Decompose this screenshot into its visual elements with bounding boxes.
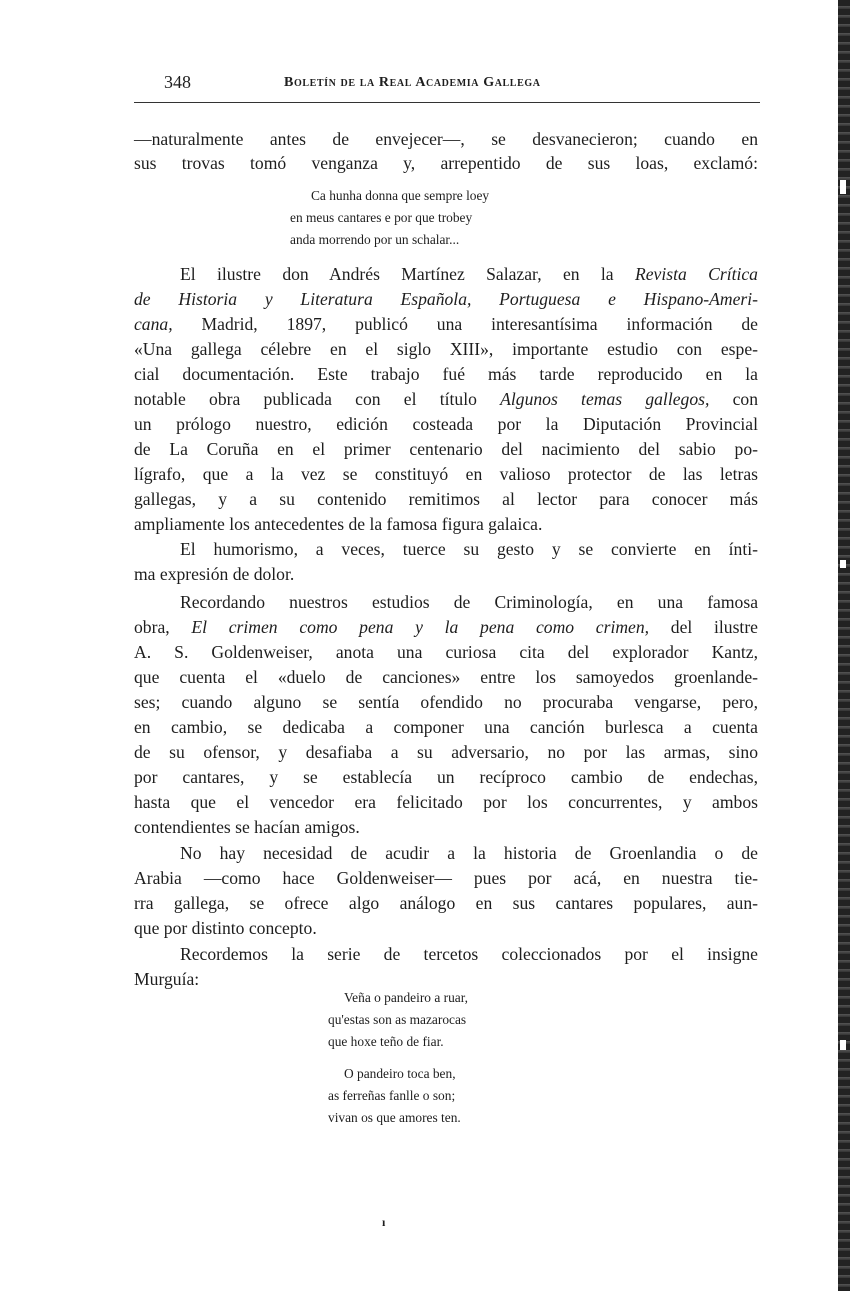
text-line: Recordando nuestros estudios de Criminología, en una famosa bbox=[180, 592, 758, 612]
verse-line: que hoxe teño de fiar. bbox=[328, 1034, 444, 1049]
text-line: contendientes se hacían amigos. bbox=[134, 817, 360, 837]
text-run-italic: Revista Crítica bbox=[634, 264, 758, 284]
text-line: Arabia —como hace Goldenweiser— pues por acá, en nuestra tie- bbox=[134, 868, 758, 888]
text-run: Madrid, 1897, publicó una interesantísima información de bbox=[172, 314, 758, 334]
verse-line: O pandeiro toca ben, bbox=[344, 1066, 456, 1081]
text-run: notable obra publicada con el título bbox=[134, 389, 501, 409]
text-line bbox=[134, 312, 758, 336]
page-number: 348 bbox=[164, 72, 191, 92]
text-line: ma expresión de dolor. bbox=[134, 564, 295, 584]
page-header bbox=[134, 72, 760, 103]
text-line: hasta que el vencedor era felicitado por los concurrentes, y ambos bbox=[134, 792, 758, 812]
text-run-italic: Algunos temas gallegos, bbox=[500, 389, 710, 409]
verse-line: Veña o pandeiro a ruar, bbox=[344, 990, 469, 1005]
text-run-italic: cana, bbox=[134, 314, 173, 334]
scan-edge-gap bbox=[840, 180, 846, 194]
text-line: A. S. Goldenweiser, anota una curiosa cita del explorador Kantz, bbox=[134, 642, 758, 662]
scan-edge-gap bbox=[840, 560, 846, 568]
text-run: obra, bbox=[134, 617, 192, 637]
text-line: —naturalmente antes de envejecer—, se desvanecieron; cuando en bbox=[134, 129, 758, 149]
text-run-italic: El crimen como pena y la pena como crimen, bbox=[191, 617, 650, 637]
text-line: que por distinto concepto. bbox=[134, 918, 317, 938]
text-run: con bbox=[709, 389, 759, 409]
text-line: El humorismo, a veces, tuerce su gesto y se convierte en ínti- bbox=[180, 539, 758, 559]
text-line: de La Coruña en el primer centenario del nacimiento del sabio po- bbox=[134, 439, 758, 459]
verse-line: en meus cantares e por que trobey bbox=[290, 210, 473, 225]
text-line bbox=[134, 615, 758, 639]
text-line: No hay necesidad de acudir a la historia de Groenlandia o de bbox=[180, 843, 758, 863]
text-line: gallegas, y a su contenido remitimos al lector para conocer más bbox=[134, 489, 758, 509]
text-line: sus trovas tomó venganza y, arrepentido de sus loas, exclamó: bbox=[134, 153, 758, 173]
text-line: de su ofensor, y desafiaba a su adversario, no por las armas, sino bbox=[134, 742, 758, 762]
text-line: rra gallega, se ofrece algo análogo en sus cantares populares, aun- bbox=[134, 893, 758, 913]
text-line: ampliamente los antecedentes de la famosa figura galaica. bbox=[134, 514, 543, 534]
text-run: El ilustre don Andrés Martínez Salazar, en la bbox=[180, 264, 635, 284]
text-line: que cuenta el «duelo de canciones» entre los samoyedos groenlande- bbox=[134, 667, 758, 687]
text-line: Murguía: bbox=[134, 969, 200, 989]
footer-mark: ı bbox=[382, 1215, 386, 1229]
running-head: Boletín de la Real Academia Gallega bbox=[284, 75, 541, 90]
text-line: de Historia y Literatura Española, Portuguesa e Hispano-Ameri- bbox=[134, 289, 758, 309]
verse-line: vivan os que amores ten. bbox=[328, 1110, 461, 1125]
verse-line: Ca hunha donna que sempre loey bbox=[311, 188, 490, 203]
text-line: cial documentación. Este trabajo fué más tarde reproducido en la bbox=[134, 364, 758, 384]
text-line: «Una gallega célebre en el siglo XIII», importante estudio con espe- bbox=[134, 339, 758, 359]
verse-line: as ferreñas fanlle o son; bbox=[328, 1088, 456, 1103]
verse-line: qu'estas son as mazarocas bbox=[328, 1012, 467, 1027]
text-line bbox=[134, 387, 758, 411]
text-line bbox=[180, 262, 758, 286]
text-line: por cantares, y se establecía un recíproco cambio de endechas, bbox=[134, 767, 758, 787]
text-line: lígrafo, que a la vez se constituyó en valioso protector de las letras bbox=[134, 464, 758, 484]
text-line: en cambio, se dedicaba a componer una canción burlesca a cuenta bbox=[134, 717, 758, 737]
verse-line: anda morrendo por un schalar... bbox=[290, 232, 460, 247]
scan-edge-gap bbox=[840, 1040, 846, 1050]
text-line: Recordemos la serie de tercetos coleccionados por el insigne bbox=[180, 944, 758, 964]
text-run: del ilustre bbox=[649, 617, 758, 637]
text-line: un prólogo nuestro, edición costeada por la Diputación Provincial bbox=[134, 414, 758, 434]
text-line: ses; cuando alguno se sentía ofendido no procuraba vengarse, pero, bbox=[134, 692, 758, 712]
